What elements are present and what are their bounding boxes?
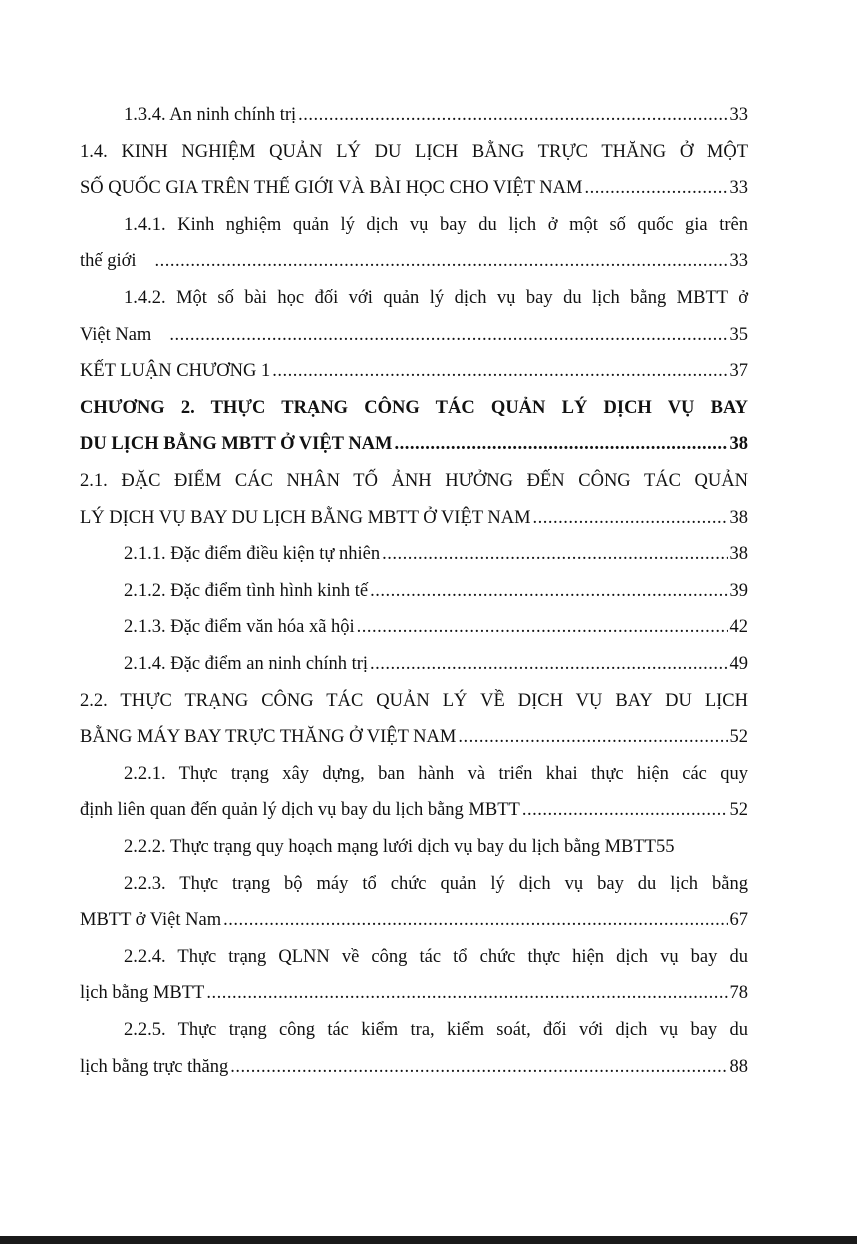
toc-line [80,759,748,789]
toc-line [80,429,748,459]
toc-page-number: 37 [729,361,748,382]
toc-page-number: 38 [729,507,748,528]
toc-leader-dots [370,576,727,606]
toc-entry-text: 2.1. ĐẶC ĐIỂM CÁC NHÂN TỐ ẢNH HƯỞNG ĐẾN CÔNG TÁC QUẢN [80,471,748,491]
toc-page-number: 52 [729,800,748,821]
toc-line [80,173,748,203]
toc-entry-text: 2.2.4. Thực trạng QLNN về công tác tổ chức thực hiện dịch vụ bay du [124,946,748,967]
toc-entry-text: 1.3.4. An ninh chính trị [124,105,297,125]
toc-leader-dots [370,649,727,679]
toc-line [80,576,748,606]
toc-line [80,722,748,752]
toc-page-number: 35 [729,324,748,345]
toc-entry-text: DU LỊCH BẰNG MBTT Ở VIỆT NAM [80,434,393,455]
toc-line [80,978,748,1008]
toc-entry-text: lịch bằng MBTT [80,983,205,1004]
toc-page-number: 33 [729,251,748,272]
toc-line [80,210,748,240]
toc-leader-dots [395,429,728,459]
toc-page-number: 33 [729,105,748,125]
toc-entry-text: thế giới [80,251,137,272]
toc-page-number: 49 [729,654,748,674]
toc-line [80,942,748,972]
toc-page-number: 52 [729,727,748,748]
toc-page-number: 33 [729,178,748,199]
toc-entry-text: định liên quan đến quản lý dịch vụ bay du lịch bằng MBTT [80,800,520,821]
toc-entry-text: 2.1.4. Đặc điểm an ninh chính trị [124,654,369,674]
toc-line [80,905,748,935]
toc-entry-text: lịch bằng trực thăng [80,1056,229,1077]
toc-leader-dots [272,356,727,386]
toc-line [80,503,748,533]
toc-entry-text: SỐ QUỐC GIA TRÊN THẾ GIỚI VÀ BÀI HỌC CHO VIỆT NAM [80,178,583,199]
toc-entry-text: 2.2.3. Thực trạng bộ máy tổ chức quản lý dịch vụ bay du lịch bằng [124,873,748,894]
toc-entry-text: 2.2. THỰC TRẠNG CÔNG TÁC QUẢN LÝ VỀ DỊCH VỤ BAY DU LỊCH [80,690,748,711]
toc-line [80,1052,748,1082]
toc-line [80,393,748,423]
toc-leader-dots [298,100,727,130]
toc-line [80,137,748,167]
toc-line [80,246,748,276]
toc-line [80,320,748,350]
toc-page-number: 38 [729,544,748,565]
toc-entry-text: 2.2.2. Thực trạng quy hoạch mạng lưới dịch vụ bay du lịch bằng MBTT55 [124,837,675,857]
toc-line [80,612,748,642]
toc-entry-text: Việt Nam [80,324,152,345]
toc-leader-dots [169,320,727,350]
toc-entry-text: 2.1.3. Đặc điểm văn hóa xã hội [124,617,355,638]
toc-line [80,283,748,313]
toc-line [80,539,748,569]
toc-entry-text: LÝ DỊCH VỤ BAY DU LỊCH BẰNG MBTT Ở VIỆT NAM [80,507,531,528]
toc-entry-text: MBTT ở Việt Nam [80,910,222,931]
toc-line [80,832,748,862]
toc-line [80,466,748,496]
toc-entry-text: KẾT LUẬN CHƯƠNG 1 [80,361,271,382]
toc-entry-text: 2.2.1. Thực trạng xây dựng, ban hành và triển khai thực hiện các quy [124,763,748,784]
toc-entry-text: 1.4.2. Một số bài học đối với quản lý dịch vụ bay du lịch bằng MBTT ở [124,288,748,308]
toc-entry-text: 1.4. KINH NGHIỆM QUẢN LÝ DU LỊCH BẰNG TRỰC THĂNG Ở MỘT [80,141,748,162]
page-bottom-border [0,1236,857,1244]
toc-leader-dots [522,795,728,825]
toc-line [80,649,748,679]
toc-entry-text: 2.2.5. Thực trạng công tác kiểm tra, kiểm soát, đối với dịch vụ bay du [124,1020,748,1040]
toc-page-number: 88 [729,1056,748,1077]
toc-leader-dots [230,1052,727,1082]
toc-leader-dots [357,612,728,642]
toc-leader-dots [584,173,727,203]
toc-line [80,795,748,825]
toc-leader-dots [458,722,727,752]
toc-leader-dots [382,539,727,569]
toc-line [80,686,748,716]
toc-line [80,869,748,899]
toc-line [80,100,748,130]
toc-line [80,356,748,386]
toc-page-number: 42 [729,617,748,638]
toc-entry-text: 1.4.1. Kinh nghiệm quản lý dịch vụ bay du lịch ở một số quốc gia trên [124,214,748,235]
toc-leader-dots [206,978,727,1008]
toc-leader-dots [223,905,727,935]
toc-leader-dots [533,503,728,533]
toc-entry-text: 2.1.1. Đặc điểm điều kiện tự nhiên [124,544,381,565]
toc-entry-text: 2.1.2. Đặc điểm tình hình kinh tế [124,580,369,601]
toc-entry-text: BẰNG MÁY BAY TRỰC THĂNG Ở VIỆT NAM [80,727,457,748]
toc-page-number: 38 [729,434,748,455]
toc-page-number: 39 [729,580,748,601]
toc-leader-dots [155,246,728,276]
toc-line [80,1015,748,1045]
toc-page-number: 78 [729,983,748,1004]
toc-entry-text: CHƯƠNG 2. THỰC TRẠNG CÔNG TÁC QUẢN LÝ DỊCH VỤ BAY [80,397,748,418]
toc-page-number: 67 [729,910,748,931]
